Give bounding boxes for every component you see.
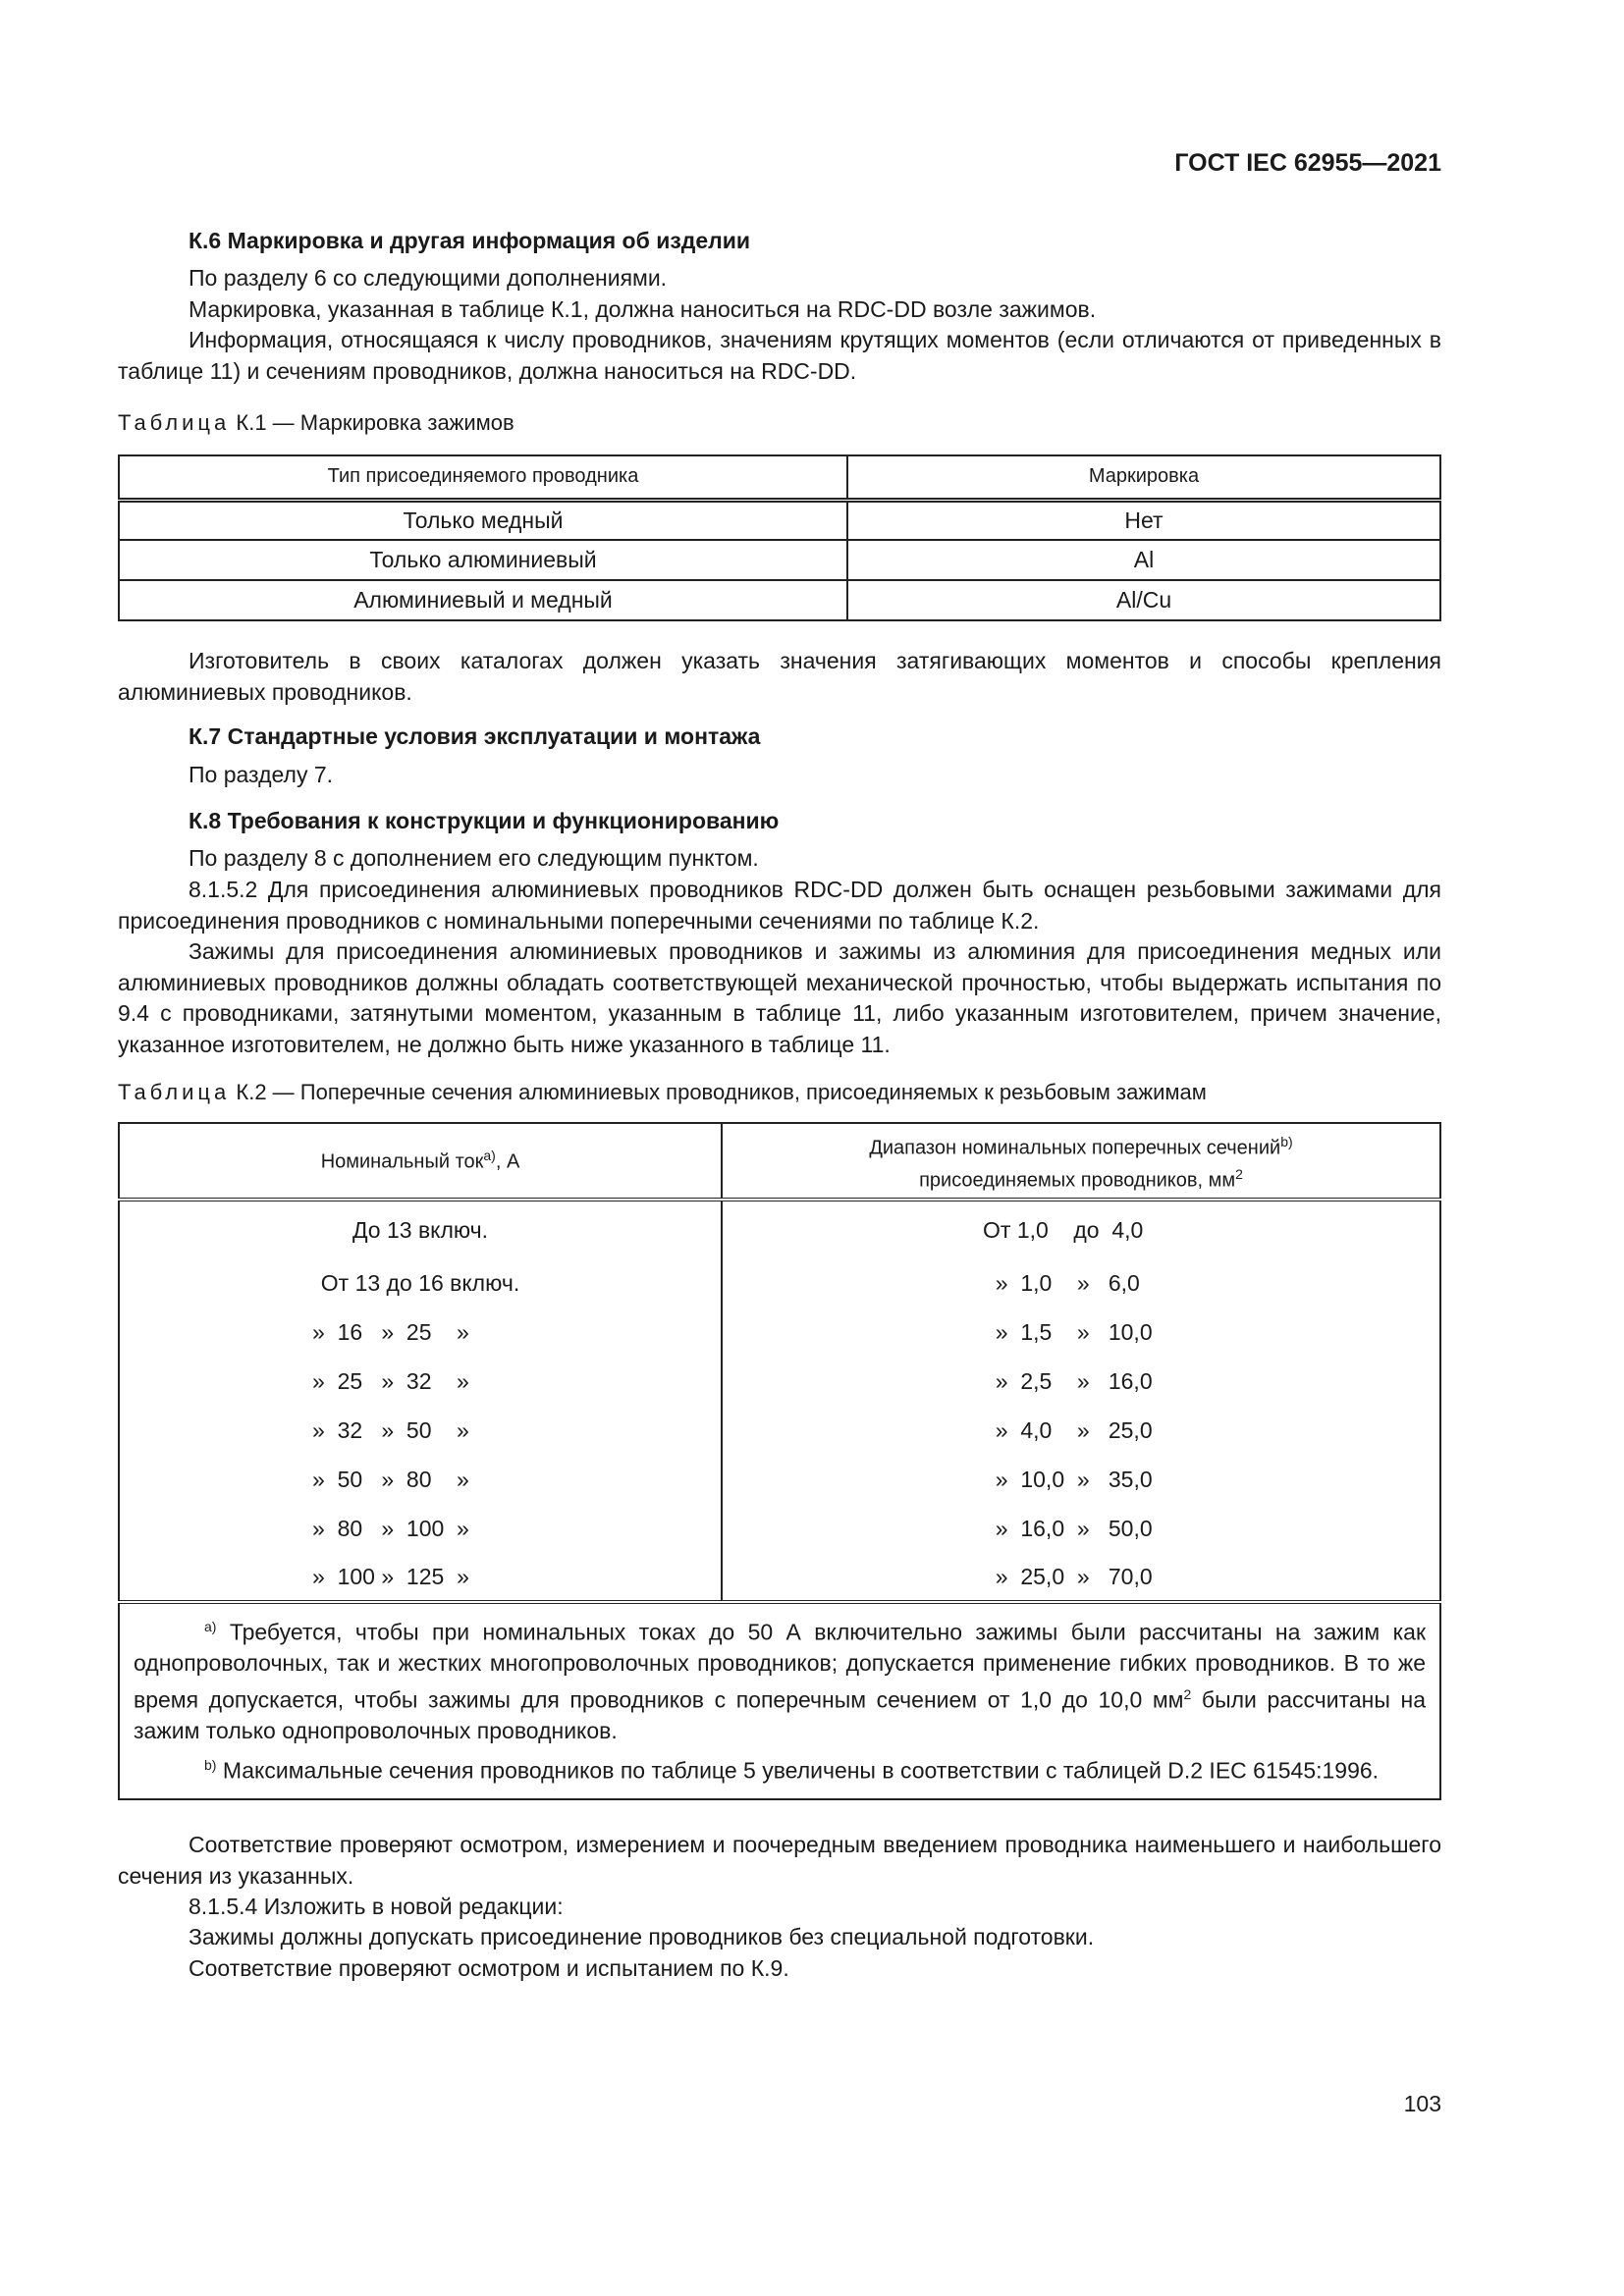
cell-text: » 25 » 32 » xyxy=(312,1367,469,1394)
paragraph: 8.1.5.2 Для присоединения алюминиевых проводников RDC-DD должен быть оснащен резьбовыми зажимами для присоединения проводников с номинальными поперечными сечениями по таблице К.2. xyxy=(118,877,1441,934)
footnote-mark: a) xyxy=(204,1619,217,1634)
table-row xyxy=(119,1455,1440,1504)
section-k7-heading: К.7 Стандартные условия эксплуатации и монтажа xyxy=(189,723,761,749)
cell xyxy=(722,1308,1440,1357)
cell-text: » 80 » 100 » xyxy=(312,1515,469,1541)
cell xyxy=(722,1357,1440,1406)
cell: Al xyxy=(847,540,1440,580)
paragraph: Зажимы для присоединения алюминиевых проводников и зажимы из алюминия для присоединения медных или алюминиевых проводников должны обладать соответствующей механической прочностью, чтобы выдержать испытания по 9.4 с проводниками, затянутыми моментом, указанным в таблице 11, либо указанным изготовителем, причем значение, указанное изготовителем, не должно быть ниже указанного в таблице 11. xyxy=(118,938,1441,1057)
cell xyxy=(722,1200,1440,1258)
cell-text: От 1,0 до 4,0 xyxy=(983,1216,1144,1243)
footnote-text: Максимальные сечения проводников по таблице 5 увеличены в соответствии с таблицей D.2 IEC 61545:1996. xyxy=(222,1757,1380,1784)
cell xyxy=(119,1357,722,1406)
column-header xyxy=(722,1123,1440,1200)
table-row xyxy=(119,1200,1440,1258)
table-row xyxy=(119,1357,1440,1406)
page-number: 103 xyxy=(1403,2091,1441,2116)
table-k2-caption xyxy=(118,1080,1207,1105)
column-header xyxy=(119,1123,722,1200)
footnote-a xyxy=(134,1612,1426,1746)
cell xyxy=(119,1200,722,1258)
paragraph: По разделу 7. xyxy=(189,762,334,787)
cell-text: До 13 включ. xyxy=(352,1216,489,1243)
cell xyxy=(722,1504,1440,1553)
cell xyxy=(119,1504,722,1553)
footnote-mark: b) xyxy=(204,1757,217,1774)
paragraph: 8.1.5.4 Изложить в новой редакции: xyxy=(189,1894,564,1919)
footnote-b xyxy=(134,1750,1426,1787)
table-row xyxy=(119,580,1440,620)
cell: Только алюминиевый xyxy=(119,540,847,580)
header-text: Номинальный ток xyxy=(320,1150,484,1173)
cell-text: » 2,5 » 16,0 xyxy=(983,1367,1153,1394)
cell xyxy=(119,1258,722,1308)
cell xyxy=(722,1553,1440,1602)
cell xyxy=(722,1455,1440,1504)
paragraph: По разделу 8 с дополнением его следующим пунктом. xyxy=(189,845,759,871)
table-k1-caption xyxy=(118,410,514,436)
header-text: присоединяемых проводников, мм xyxy=(919,1169,1236,1192)
table-footnotes xyxy=(119,1602,1440,1799)
cell-text: » 16,0 » 50,0 xyxy=(983,1515,1153,1541)
header-text: , А xyxy=(495,1150,520,1173)
paragraph: Информация, относящаяся к числу проводников, значениям крутящих моментов (если отличаются от приведенных в таблице 11) и сечениям проводников, должна наноситься на RDC-DD. xyxy=(118,327,1441,384)
cell xyxy=(722,1258,1440,1308)
paragraph: Изготовитель в своих каталогах должен указать значения затягивающих моментов и способы крепления алюминиевых проводников. xyxy=(118,648,1441,705)
paragraph: Маркировка, указанная в таблице К.1, должна наноситься на RDC-DD возле зажимов. xyxy=(189,296,1097,322)
document-header-id: ГОСТ IEC 62955—2021 xyxy=(1174,149,1441,177)
superscript: 2 xyxy=(1183,1685,1192,1702)
cell-text: » 25,0 » 70,0 xyxy=(983,1563,1153,1589)
table-row xyxy=(119,500,1440,540)
cell-text: » 1,5 » 10,0 xyxy=(983,1318,1153,1345)
table-k2 xyxy=(118,1122,1441,1800)
cell: Нет xyxy=(847,500,1440,540)
section-k6-heading: К.6 Маркировка и другая информация об изделии xyxy=(189,228,751,253)
footnote-ref: b) xyxy=(1280,1133,1293,1149)
cell: Только медный xyxy=(119,500,847,540)
footnote-ref: a) xyxy=(483,1148,496,1164)
cell xyxy=(119,1553,722,1602)
table-row xyxy=(119,1258,1440,1308)
table-row xyxy=(119,1308,1440,1357)
caption-label: Таблица xyxy=(118,1080,231,1104)
cell xyxy=(119,1308,722,1357)
table-row xyxy=(119,1504,1440,1553)
cell-text: От 13 до 16 включ. xyxy=(320,1269,520,1296)
table-row xyxy=(119,1406,1440,1455)
cell xyxy=(119,1406,722,1455)
cell xyxy=(722,1406,1440,1455)
table-k1 xyxy=(118,454,1441,621)
footnote-text: были рассчитаны на зажим только однопроволочных проводников. xyxy=(134,1686,1427,1743)
table-row xyxy=(119,540,1440,580)
paragraph: Зажимы должны допускать присоединение проводников без специальной подготовки. xyxy=(189,1924,1095,1949)
cell-text: » 10,0 » 35,0 xyxy=(983,1466,1153,1492)
caption-text: К.1 — Маркировка зажимов xyxy=(236,410,514,435)
cell-text: » 100 » 125 » xyxy=(312,1563,469,1589)
cell-text: » 32 » 50 » xyxy=(312,1416,469,1443)
column-header: Маркировка xyxy=(847,455,1440,500)
paragraph: По разделу 6 со следующими дополнениями. xyxy=(189,265,668,291)
cell xyxy=(119,1455,722,1504)
cell: Алюминиевый и медный xyxy=(119,580,847,620)
cell-text: » 16 » 25 » xyxy=(312,1318,469,1345)
caption-text: К.2 — Поперечные сечения алюминиевых проводников, присоединяемых к резьбовым зажимам xyxy=(236,1080,1207,1104)
cell: Al/Cu xyxy=(847,580,1440,620)
column-header: Тип присоединяемого проводника xyxy=(119,455,847,500)
paragraph: Соответствие проверяют осмотром, измерением и поочередным введением проводника наименьшего и наибольшего сечения из указанных. xyxy=(118,1832,1441,1889)
caption-label: Таблица xyxy=(118,410,231,435)
cell-text: » 1,0 » 6,0 xyxy=(983,1269,1140,1296)
table-row xyxy=(119,1553,1440,1602)
superscript: 2 xyxy=(1235,1165,1243,1182)
cell-text: » 50 » 80 » xyxy=(312,1466,469,1492)
footnote-text: Требуется, чтобы при номинальных токах до 50 А включительно зажимы были рассчитаны на зажим как однопроволочных, так и жестких многопроволочных проводников; допускается применение гибких проводников. В то же время допускается, чтобы зажимы для проводников с поперечным сечением от 1,0 до 10,0 мм xyxy=(134,1619,1427,1713)
paragraph: Соответствие проверяют осмотром и испытанием по К.9. xyxy=(189,1955,789,1981)
section-k8-heading: К.8 Требования к конструкции и функционированию xyxy=(189,808,780,833)
header-text: Диапазон номинальных поперечных сечений xyxy=(869,1137,1281,1159)
cell-text: » 4,0 » 25,0 xyxy=(983,1416,1153,1443)
